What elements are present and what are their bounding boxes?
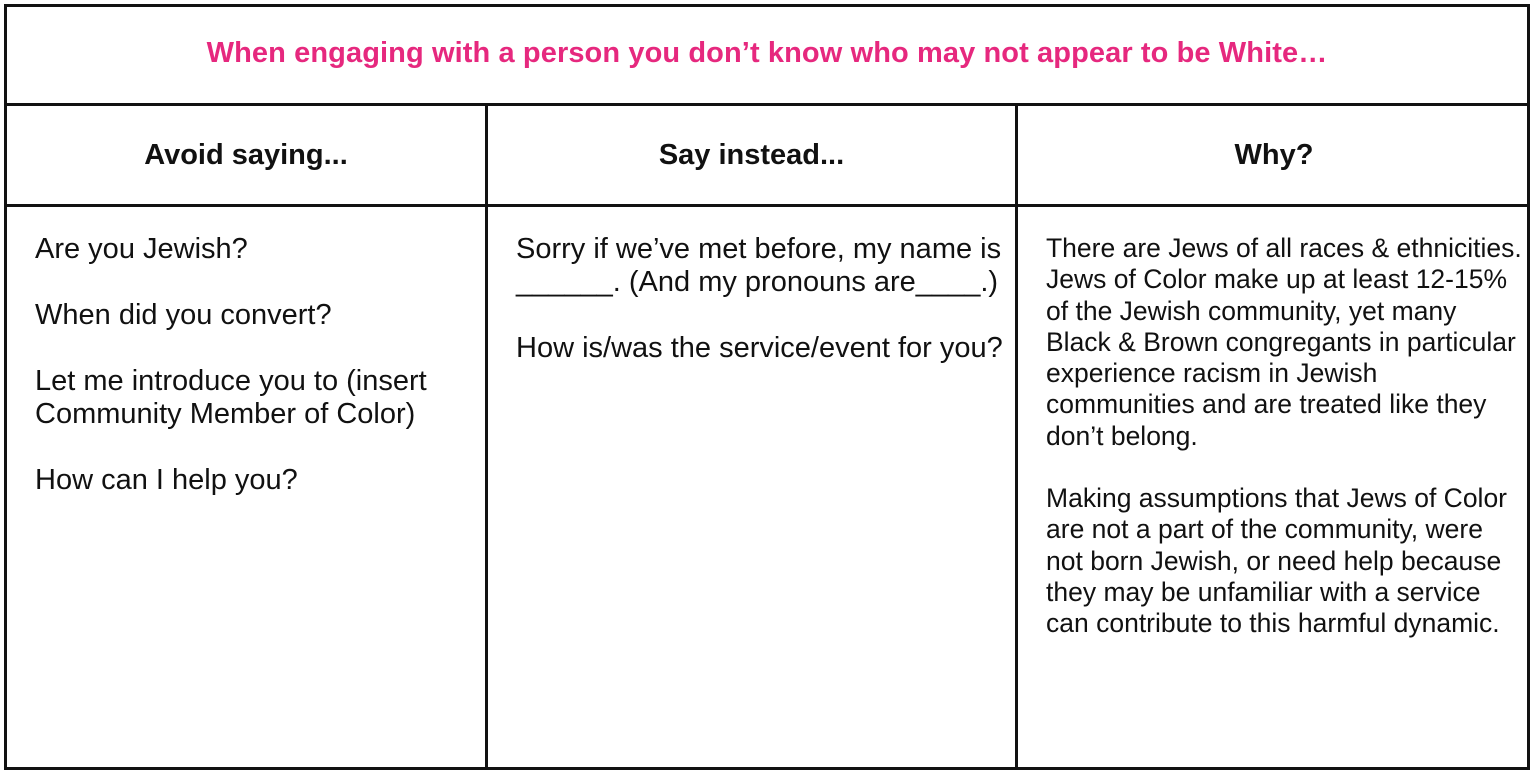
avoid-phrase: Let me introduce you to (insert Community Member of Color) (35, 365, 427, 430)
why-paragraph: There are Jews of all races & ethnicities. Jews of Color make up at least 12-15% of the Jewish community, yet many Black & Brown congregants in particular experience racism in Jewish communities and are treated like they don’t belong. (1046, 233, 1522, 451)
avoid-phrase: Are you Jewish? (35, 233, 248, 265)
why-header: Why? (1234, 138, 1314, 171)
table-title-row (7, 7, 1527, 106)
guidance-table (4, 4, 1530, 770)
column-header-row (7, 106, 1527, 207)
column-divider (485, 106, 488, 767)
avoid-phrase: When did you convert? (35, 299, 332, 331)
why-paragraph: Making assumptions that Jews of Color are not a part of the community, were not born Jewish, or need help because they may be unfamiliar with a service can contribute to this harmful dynamic. (1046, 483, 1508, 639)
avoid-saying-header: Avoid saying... (144, 138, 348, 171)
instead-phrase: How is/was the service/event for you? (516, 332, 1003, 364)
say-instead-header: Say instead... (658, 138, 845, 171)
avoid-saying-cell (35, 233, 475, 530)
avoid-phrase: How can I help you? (35, 464, 298, 496)
column-divider (1015, 106, 1018, 767)
table-title: When engaging with a person you don’t know who may not appear to be White… (206, 36, 1328, 69)
say-instead-cell (516, 233, 1006, 398)
instead-phrase: Sorry if we’ve met before, my name is ______. (And my pronouns are____.) (516, 233, 1002, 298)
why-cell (1046, 233, 1524, 671)
